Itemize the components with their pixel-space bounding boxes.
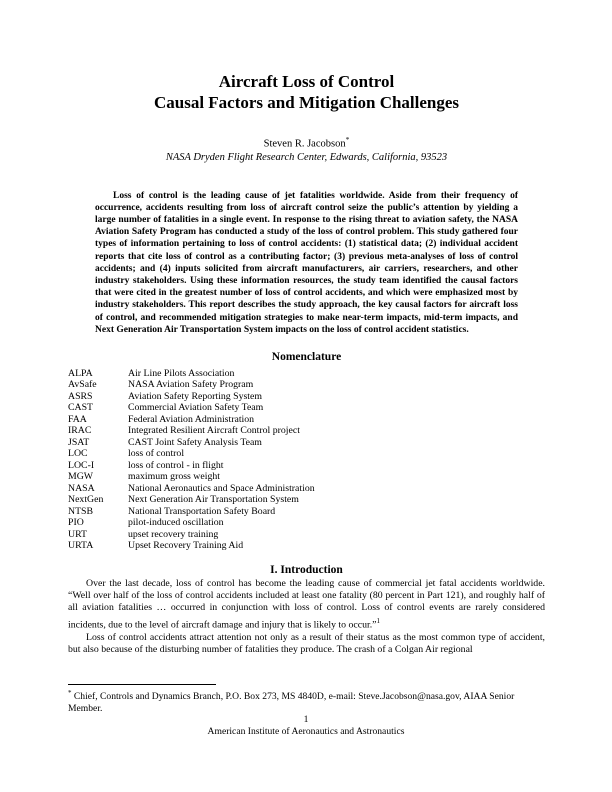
nomenclature-definition: National Aeronautics and Space Administration xyxy=(128,482,315,494)
nomenclature-term: MGW xyxy=(68,471,94,483)
nomenclature-definition: upset recovery training xyxy=(128,528,219,540)
author-footnote-marker: * xyxy=(345,135,350,144)
paper-title xyxy=(68,71,545,113)
citation-reference-1: 1 xyxy=(376,616,380,625)
nomenclature-term: CAST xyxy=(68,402,94,414)
nomenclature-definition: Upset Recovery Training Aid xyxy=(128,540,244,552)
introduction-heading: I. Introduction xyxy=(270,563,343,576)
nomenclature-term: JSAT xyxy=(68,436,90,448)
nomenclature-row xyxy=(68,414,545,426)
nomenclature-row xyxy=(68,437,545,449)
nomenclature-row xyxy=(68,448,545,460)
paper-title-line1: Aircraft Loss of Control xyxy=(218,72,395,91)
nomenclature-term: LOC xyxy=(68,448,88,460)
nomenclature-row xyxy=(68,425,545,437)
author-affiliation: NASA Dryden Flight Research Center, Edwards, California, 93523 xyxy=(165,151,448,163)
nomenclature-term: AvSafe xyxy=(68,379,97,391)
nomenclature-term: URT xyxy=(68,528,88,540)
nomenclature-row xyxy=(68,402,545,414)
nomenclature-definition: Federal Aviation Administration xyxy=(128,413,255,425)
introduction-paragraph-1 xyxy=(68,578,545,631)
nomenclature-definition: CAST Joint Safety Analysis Team xyxy=(128,436,262,448)
abstract-paragraph: Loss of control is the leading cause of jet fatalities worldwide. Aside from their frequency of occurrence, accidents resulting from loss of aircraft control seize the public’s attention by yielding a large number of fatalities in a single event. In response to the rising threat to aviation safety, the NASA Aviation Safety Program has conducted a study of the loss of control problem. This study gathered four types of information pertaining to loss of control accidents: (1) statistical data; (2) individual accident reports that cite loss of control as a contributing factor; (3) previous meta-analyses of loss of control accidents; and (4) inputs solicited from aircraft manufacturers, air carriers, researchers, and other industry stakeholders. Using these information resources, the study team identified the causal factors that were cited in the greatest number of loss of control accidents, and which were emphasized most by industry stakeholders. This report describes the study approach, the key causal factors for aircraft loss of control, and recommended mitigation strategies to make near-term impacts, mid-term impacts, and Next Generation Air Transportation System impacts on the loss of control accident statistics. xyxy=(95,190,518,335)
nomenclature-term: NASA xyxy=(68,482,95,494)
nomenclature-definition: Air Line Pilots Association xyxy=(128,367,235,379)
author-name: Steven R. Jacobson xyxy=(263,138,346,150)
nomenclature-term: IRAC xyxy=(68,425,92,437)
nomenclature-row xyxy=(68,391,545,403)
nomenclature-definition: Commercial Aviation Safety Team xyxy=(128,402,264,414)
nomenclature-term: ASRS xyxy=(68,390,93,402)
nomenclature-term: LOC-I xyxy=(68,459,95,471)
author-byline xyxy=(68,133,545,151)
page-footer xyxy=(0,714,612,738)
nomenclature-definition: maximum gross weight xyxy=(128,471,220,483)
footnote-body: Chief, Controls and Dynamics Branch, P.O. Box 273, MS 4840D, e-mail: Steve.Jacobson@nasa.gov, AIAA Senior Member. xyxy=(68,691,515,714)
nomenclature-definition: loss of control - in flight xyxy=(128,459,224,471)
nomenclature-definition: pilot-induced oscillation xyxy=(128,517,224,529)
nomenclature-heading: Nomenclature xyxy=(271,350,342,363)
nomenclature-row xyxy=(68,379,545,391)
nomenclature-row xyxy=(68,471,545,483)
footnote-rule xyxy=(68,684,216,685)
nomenclature-definition: Integrated Resilient Aircraft Control project xyxy=(128,425,300,437)
footnote-text xyxy=(68,688,545,714)
nomenclature-term: NextGen xyxy=(68,494,104,506)
nomenclature-term: NTSB xyxy=(68,505,94,517)
footnote-marker: * xyxy=(68,689,72,697)
nomenclature-definition: National Transportation Safety Board xyxy=(128,505,276,517)
nomenclature-term: ALPA xyxy=(68,367,93,379)
nomenclature-term: FAA xyxy=(68,413,87,425)
nomenclature-row xyxy=(68,483,545,495)
paper-title-line2: Causal Factors and Mitigation Challenges xyxy=(153,93,460,112)
nomenclature-row xyxy=(68,368,545,380)
nomenclature-definition: loss of control xyxy=(128,448,185,460)
nomenclature-row xyxy=(68,540,545,552)
nomenclature-definition: NASA Aviation Safety Program xyxy=(128,379,254,391)
nomenclature-row xyxy=(68,460,545,472)
nomenclature-row xyxy=(68,506,545,518)
nomenclature-row xyxy=(68,529,545,541)
nomenclature-row xyxy=(68,517,545,529)
nomenclature-definition: Aviation Safety Reporting System xyxy=(128,390,262,402)
nomenclature-list xyxy=(68,368,545,552)
footer-institute: American Institute of Aeronautics and Astronautics xyxy=(207,726,405,737)
nomenclature-definition: Next Generation Air Transportation System xyxy=(128,494,299,506)
nomenclature-term: URTA xyxy=(68,540,94,552)
introduction-paragraph-2: Loss of control accidents attract attention not only as a result of their status as the most common type of accident, but also because of the disturbing number of fatalities they produce. The crash of a Colgan Air regional xyxy=(68,632,545,656)
nomenclature-row xyxy=(68,494,545,506)
introduction-paragraph-1-text: Over the last decade, loss of control has become the leading cause of commercial jet fatal accidents worldwide. “Well over half of the loss of control accidents included at least one fatality (80 percent in Part 121), and roughly half of all aviation fatalities … occurred in conjunction with loss of control. Loss of control events are rarely considered incidents, due to the level of aircraft damage and injury that is likely to occur.” xyxy=(68,577,545,630)
nomenclature-term: PIO xyxy=(68,517,84,529)
footnote-block xyxy=(68,684,545,714)
page-number: 1 xyxy=(303,714,309,725)
